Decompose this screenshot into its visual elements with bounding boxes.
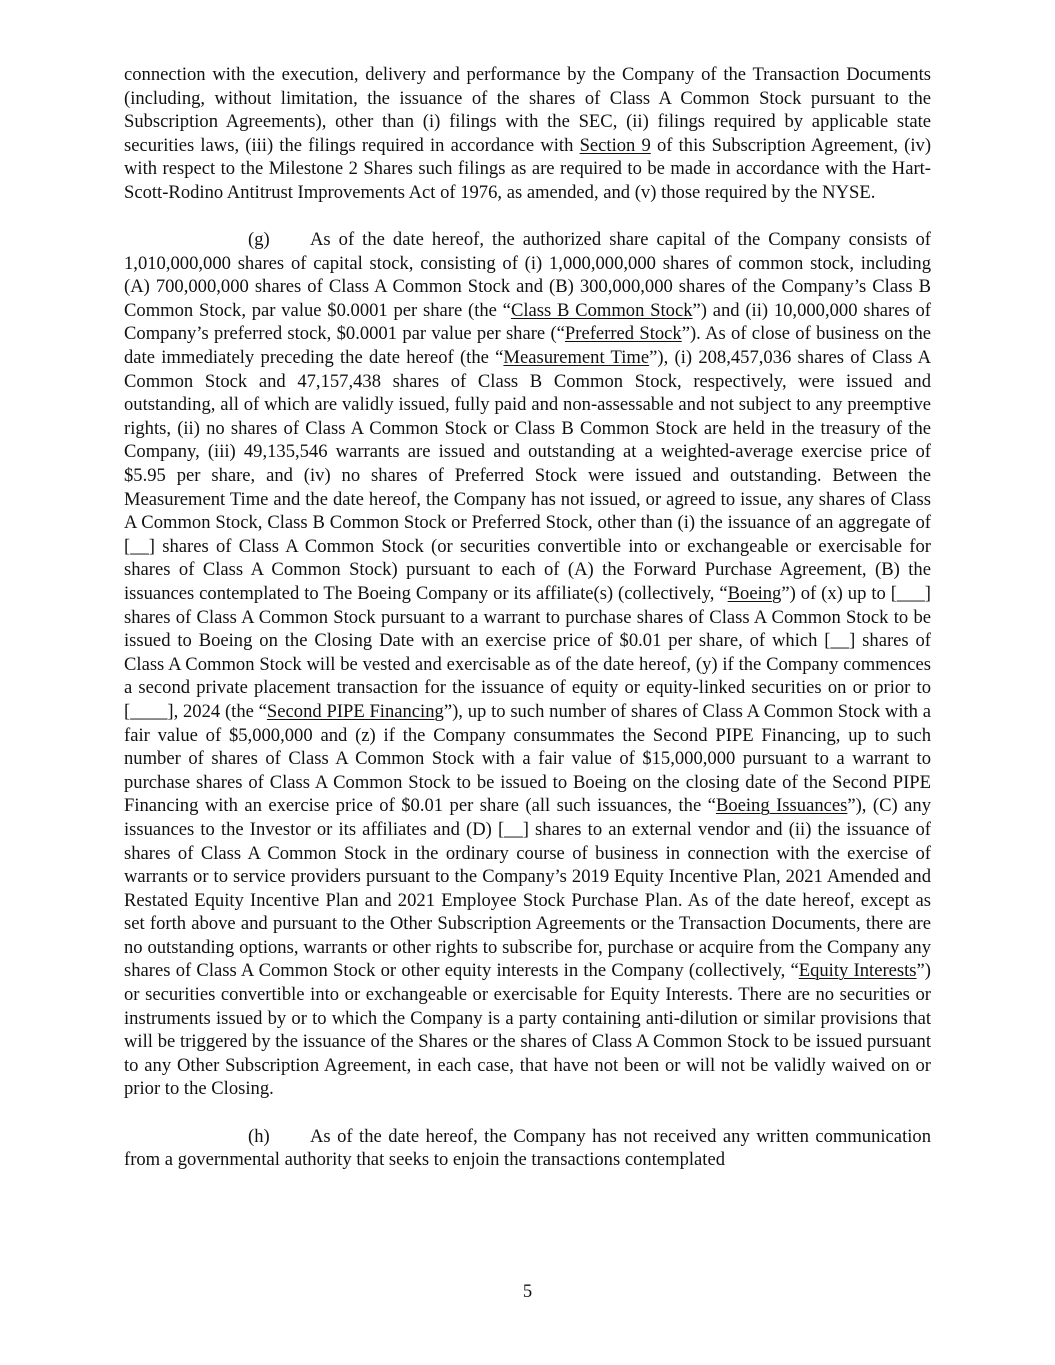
document-page (124, 63, 931, 1172)
defined-term-boeing: Boeing (727, 582, 782, 604)
paragraph-f-continuation: connection with the execution, delivery and performance by the Company of the Transaction Documents (including, without limitation, the issuance of the shares of Class A Common Stock pursuant to the Subscription Agreements), other than (i) filings with the SEC, (ii) filings required by applicable state securities laws, (iii) the filings required in accordance with Section 9 of this Subscription Agreement, (iv) with respect to the Milestone 2 Shares such filings as are required to be made in accordance with the Hart-Scott-Rodino Antitrust Improvements Act of 1976, as amended, and (v) those required by the NYSE. (124, 64, 932, 203)
defined-term-measurement-time: Measurement Time (503, 347, 650, 369)
section-9-reference: Section 9 (579, 134, 651, 156)
paragraph-g: (g) As of the date hereof, the authorized share capital of the Company consists of 1,010,000,000 shares of capital stock, consisting of (i) 1,000,000,000 shares of common stock, including (A) 700,000,000 shares of Class A Common Stock and (B) 300,000,000 shares of the Company’s Class B Common Stock, par value $0.0001 per share (the “Class B Common Stock”) and (ii) 10,000,000 shares of Company’s preferred stock, $0.0001 par value per share (“Preferred Stock”). As of close of business on the date immediately preceding the date hereof (the “Measurement Time”), (i) 208,457,036 shares of Class A Common Stock and 47,157,438 shares of Class B Common Stock, respectively, were issued and outstanding, all of which are validly issued, fully paid and non-assessable and not subject to any preemptive rights, (ii) no shares of Class A Common Stock or Class B Common Stock are held in the treasury of the Company, (iii) 49,135,546 warrants are issued and outstanding at a weighted-average exercise price of $5.95 per share, and (iv) no shares of Preferred Stock were issued and outstanding. Between the Measurement Time and the date hereof, the Company has not issued, or agreed to issue, any shares of Class A Common Stock, Class B Common Stock or Preferred Stock, other than (i) the issuance of an aggregate of [__] shares of Class A Common Stock (or securities convertible into or exchangeable or exercisable for shares of Class A Common Stock) pursuant to each of (A) the Forward Purchase Agreement, (B) the issuances contemplated to The Boeing Company or its affiliate(s) (collectively, “Boeing”) of (x) up to [___] shares of Class A Common Stock pursuant to a warrant to purchase shares of Class A Common Stock to be issued to Boeing on the Closing Date with an exercise price of $0.01 per share, of which [__] shares of Class A Common Stock will be vested and exercisable as of the date hereof, (y) if the Company commences a second private placement transaction for the issuance of equity or equity-linked securities on or prior to [____], 2024 (the “Second PIPE Financing”), up to such number of shares of Class A Common Stock with a fair value of $5,000,000 and (z) if the Company consummates the Second PIPE Financing, up to such number of shares of Class A Common Stock with a fair value of $15,000,000 pursuant to a warrant to purchase shares of Class A Common Stock to be issued to Boeing on the closing date of the Second PIPE Financing with an exercise price of $0.01 per share (all such issuances, the “Boeing Issuances”), (C) any issuances to the Investor or its affiliates and (D) [__] shares to an external vendor and (ii) the issuance of shares of Class A Common Stock in the ordinary course of business in connection with the exercise of warrants or to service providers pursuant to the Company’s 2019 Equity Incentive Plan, 2021 Amended and Restated Equity Incentive Plan and 2021 Employee Stock Purchase Plan. As of the date hereof, except as set forth above and pursuant to the Other Subscription Agreements or the Transaction Documents, there are no outstanding options, warrants or other rights to subscribe for, purchase or acquire from the Company any shares of Class A Common Stock or other equity interests in the Company (collectively, “Equity Interests”) or securities convertible into or exchangeable or exercisable for Equity Interests. There are no securities or instruments issued by or to which the Company is a party containing anti-dilution or similar provisions that will be triggered by the issuance of the Shares or the shares of Class A Common Stock to be issued pursuant to any Other Subscription Agreement, in each case, that have not been or will not be validly waived on or prior to the Closing. (124, 229, 932, 1100)
defined-term-class-b-common-stock: Class B Common Stock (510, 299, 693, 321)
defined-term-equity-interests: Equity Interests (798, 960, 917, 982)
defined-term-boeing-issuances: Boeing Issuances (715, 795, 848, 817)
defined-term-second-pipe-financing: Second PIPE Financing (266, 700, 444, 722)
paragraph-h-label: (h) (248, 1125, 270, 1147)
paragraph-g-label: (g) (248, 229, 270, 251)
paragraph-h: (h) As of the date hereof, the Company has not received any written communication from a governmental authority that seeks to enjoin the transactions contemplated (124, 1125, 931, 1171)
defined-term-preferred-stock: Preferred Stock (564, 323, 682, 345)
page-number: 5 (522, 1281, 533, 1302)
